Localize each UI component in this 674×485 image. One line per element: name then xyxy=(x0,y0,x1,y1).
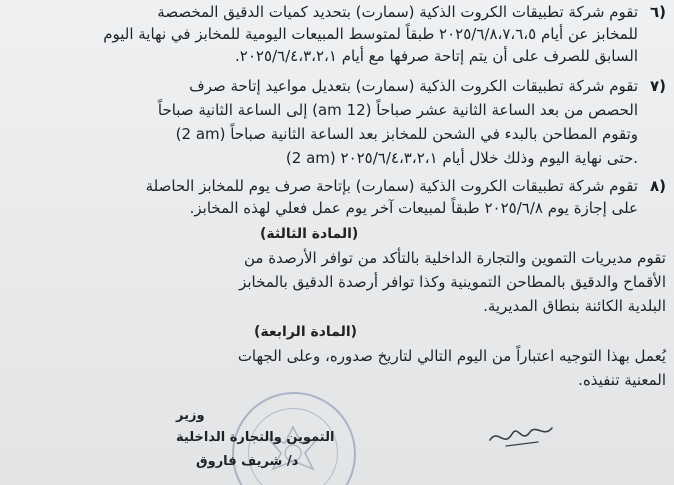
item-line: السابق للصرف على أن يتم إتاحة صرفها مع أيام ٢٠٢٥/٦/٤،٣،٢،١. xyxy=(235,47,638,65)
article-heading: (المادة الثالثة) xyxy=(260,226,359,242)
handwritten-signature xyxy=(486,418,556,462)
article-line: البلدية الكائنة بنطاق المديرية. xyxy=(483,297,666,315)
item-line: (2 am) حتى نهاية اليوم وذلك خلال أيام ٢٠٢٥/٦/٤،٣،٢،١. xyxy=(285,149,638,167)
signature-name: د/ شريف فاروق xyxy=(196,454,299,469)
article-line: تقوم مديريات التموين والتجارة الداخلية بالتأكد من توافر الأرصدة من xyxy=(244,249,666,267)
item-number: ٦) xyxy=(649,3,666,21)
item-line: (2 am) وتقوم المطاحن بالبدء في الشحن للمخابز بعد الساعة الثانية صباحاً xyxy=(175,125,638,143)
item-line: تقوم شركة تطبيقات الكروت الذكية (سمارت) بتحديد كميات الدقيق المخصصة xyxy=(157,3,638,21)
signature-title: وزير xyxy=(176,408,205,423)
item-line: تقوم شركة تطبيقات الكروت الذكية (سمارت) بإتاحة صرف يوم للمخابز الحاصلة xyxy=(145,177,638,195)
item-line: الحصص من بعد الساعة الثانية عشر صباحاً (12 am) إلى الساعة الثانية صباحاً xyxy=(157,101,638,119)
signature-ministry: التموين والتجارة الداخلية xyxy=(176,430,335,445)
article-line: المعنية تنفيذه. xyxy=(578,371,666,389)
article-heading: (المادة الرابعة) xyxy=(254,324,358,340)
item-line: للمخابز عن أيام ٢٠٢٥/٦/٨،٧،٦،٥ طبقاً لمتوسط المبيعات اليومية للمخابز في نهاية اليوم xyxy=(103,25,638,43)
article-line: الأقماح والدقيق بالمطاحن التموينية وكذا توافر أرصدة الدقيق بالمخابز xyxy=(239,273,666,291)
article-line: يُعمل بهذا التوجيه اعتباراً من اليوم التالي لتاريخ صدوره، وعلى الجهات xyxy=(237,347,666,365)
item-number: ٧) xyxy=(649,77,666,95)
item-line: تقوم شركة تطبيقات الكروت الذكية (سمارت) بتعديل مواعيد إتاحة صرف xyxy=(189,77,638,95)
item-number: ٨) xyxy=(649,177,666,195)
item-line: على إجازة يوم ٢٠٢٥/٦/٨ طبقاً لمبيعات آخر يوم عمل فعلي لهذه المخابز. xyxy=(189,199,638,217)
